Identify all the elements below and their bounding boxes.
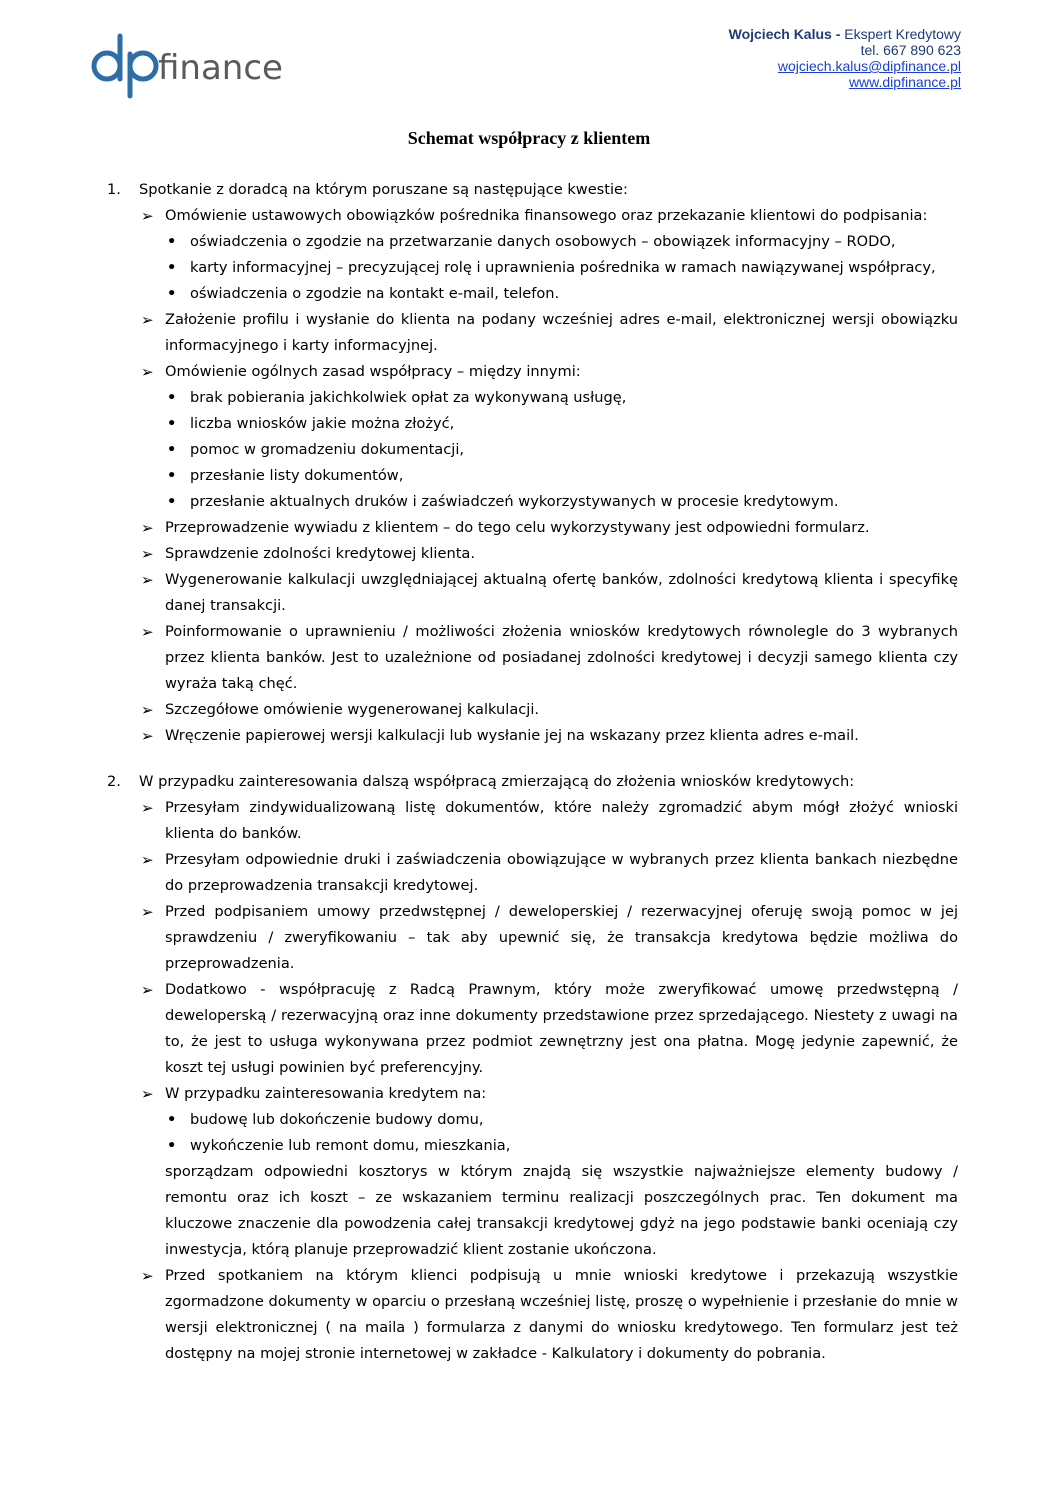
- arrow-list-item: [139, 977, 958, 1081]
- contact-phone: tel. 667 890 623: [860, 42, 961, 58]
- section-body: [139, 177, 958, 749]
- document-title: Schemat współpracy z klientem: [407, 128, 651, 148]
- arrow-list-item-text: ➢ Przesyłam odpowiednie druki i zaświadczenia obowiązujące w wybranych przez klienta bankach niezbędne do przeprowadzenia transakcji kredytowej.: [165, 851, 958, 894]
- arrow-list-item-text: ➢ Przed podpisaniem umowy przedwstępnej / deweloperskiej / rezerwacyjnej oferuję swoją pomoc w jej sprawdzeniu / zweryfikowaniu – tak aby upewnić się, że transakcja kredytowa będzie możliwa do przeprowadzenia.: [165, 903, 958, 972]
- bullet-item: • karty informacyjnej – precyzującej rolę i uprawnienia pośrednika w ramach nawiązywanej współpracy,: [165, 255, 958, 281]
- arrow-list-item-text: ➢ Wygenerowanie kalkulacji uwzględniającej aktualną ofertę banków, zdolności kredytową klienta i specyfikę danej transakcji.: [165, 571, 958, 614]
- arrow-list-item: [139, 515, 958, 541]
- bullet-item: • liczba wniosków jakie można złożyć,: [165, 411, 958, 437]
- arrow-list-item-continuation: sporządzam odpowiedni kosztorys w którym znajdą się wszystkie najważniejsze elementy budowy / remontu oraz ich koszt – ze wskazaniem terminu realizacji poszczególnych prac. Ten dokument ma kluczowe znaczenie dla powodzenia całej transakcji kredytowej gdyż na jego podstawie banki oceniają czy inwestycja, którą planuje przeprowadzić klient zostanie ukończona.: [165, 1163, 958, 1258]
- bullet-item: • wykończenie lub remont domu, mieszkania,: [165, 1133, 958, 1159]
- document-body: [107, 177, 958, 1367]
- bullet-item: • przesłanie aktualnych druków i zaświadczeń wykorzystywanych w procesie kredytowym.: [165, 489, 958, 515]
- arrow-list-item-text: ➢ Dodatkowo - współpracuję z Radcą Prawnym, który może zweryfikować umowę przedwstępną / deweloperską / rezerwacyjną oraz inne dokumenty przedstawione przez sprzedającego. Niestety z uwagi na to, że jest to usługa wykonywana przez podmiot zewnętrzny jest ona płatna. Mogę jedynie zapewnić, że koszt tej usługi powinien być preferencyjny.: [165, 981, 958, 1076]
- bullet-item: • oświadczenia o zgodzie na kontakt e-mail, telefon.: [165, 281, 958, 307]
- arrow-list-item: [139, 847, 958, 899]
- bullet-item: • oświadczenia o zgodzie na przetwarzanie danych osobowych – obowiązek informacyjny – RODO,: [165, 229, 958, 255]
- arrow-list-item: [139, 1081, 958, 1263]
- bullet-item: • brak pobierania jakichkolwiek opłat za wykonywaną usługę,: [165, 385, 958, 411]
- logo-wordmark: finance: [158, 48, 283, 88]
- section-2: [107, 769, 958, 1367]
- arrow-list-item: [139, 619, 958, 697]
- arrow-list-item-text: ➢ Szczegółowe omówienie wygenerowanej kalkulacji.: [165, 701, 540, 718]
- contact-role: Ekspert Kredytowy: [844, 26, 961, 42]
- bullet-item: • przesłanie listy dokumentów,: [165, 463, 958, 489]
- arrow-list-item-text: ➢ Poinformowanie o uprawnieniu / możliwości złożenia wniosków kredytowych równolegle do 3 wybranych przez klienta banków. Jest to uzależnione od posiadanej zdolności kredytowej i decyzji samego klienta czy wyraża taką chęć.: [165, 623, 958, 692]
- contact-email-link[interactable]: wojciech.kalus@dipfinance.pl: [777, 58, 961, 74]
- contact-block: [729, 26, 961, 90]
- arrow-list-item: [139, 723, 958, 749]
- arrow-list-item-text: ➢ Wręczenie papierowej wersji kalkulacji lub wysłanie jej na wskazany przez klienta adres e-mail.: [165, 727, 859, 744]
- arrow-list-item: [139, 567, 958, 619]
- arrow-list-item-text: ➢ Sprawdzenie zdolności kredytowej klienta.: [165, 545, 475, 562]
- arrow-list-item-text: ➢ Przeprowadzenie wywiadu z klientem – do tego celu wykorzystywany jest odpowiedni formularz.: [165, 519, 870, 536]
- company-logo: [90, 30, 305, 100]
- arrow-list-item: [139, 1263, 958, 1367]
- bullet-item: • pomoc w gromadzeniu dokumentacji,: [165, 437, 958, 463]
- contact-line-name: [729, 26, 961, 42]
- section-number: 1.: [107, 181, 121, 198]
- arrow-list-item: [139, 795, 958, 847]
- section-heading: Spotkanie z doradcą na którym poruszane są następujące kwestie:: [139, 181, 628, 198]
- arrow-list-item: [139, 203, 958, 307]
- section-body: [139, 769, 958, 1367]
- bullet-item: • budowę lub dokończenie budowy domu,: [165, 1107, 958, 1133]
- arrow-list-item: [139, 697, 958, 723]
- arrow-list-item: [139, 541, 958, 567]
- contact-name: Wojciech Kalus -: [728, 26, 845, 42]
- arrow-list-item: [139, 307, 958, 359]
- arrow-list-item-text: ➢ Omówienie ustawowych obowiązków pośrednika finansowego oraz przekazanie klientowi do podpisania:: [165, 207, 928, 224]
- arrow-list-item: [139, 359, 958, 515]
- arrow-list-item-text: ➢ Przed spotkaniem na którym klienci podpisują u mnie wnioski kredytowe i przekazują wszystkie zgormadzone dokumenty w oparciu o przesłaną wcześniej listę, proszę o wypełnienie i przesłanie do mnie w wersji elektronicznej ( na maila ) formularza z danymi do wniosku kredytowego. Ten formularz jest też dostępny na mojej stronie internetowej w zakładce - Kalkulatory i dokumenty do pobrania.: [165, 1267, 958, 1362]
- section-number: 2.: [107, 773, 121, 790]
- arrow-list-item-text: ➢ Przesyłam zindywidualizowaną listę dokumentów, które należy zgromadzić abym mógł złożyć wnioski klienta do banków.: [165, 799, 958, 842]
- arrow-list-item-text: ➢ Założenie profilu i wysłanie do klienta na podany wcześniej adres e-mail, elektronicznej wersji obowiązku informacyjnego i karty informacyjnej.: [165, 311, 958, 354]
- section-heading: W przypadku zainteresowania dalszą współpracą zmierzającą do złożenia wniosków kredytowych:: [139, 773, 855, 790]
- arrow-list-item: [139, 899, 958, 977]
- section-1: [107, 177, 958, 749]
- arrow-list-item-text: ➢ W przypadku zainteresowania kredytem na:: [165, 1085, 487, 1102]
- contact-website-link[interactable]: www.dipfinance.pl: [848, 74, 961, 90]
- arrow-list-item-text: ➢ Omówienie ogólnych zasad współpracy – między innymi:: [165, 363, 581, 380]
